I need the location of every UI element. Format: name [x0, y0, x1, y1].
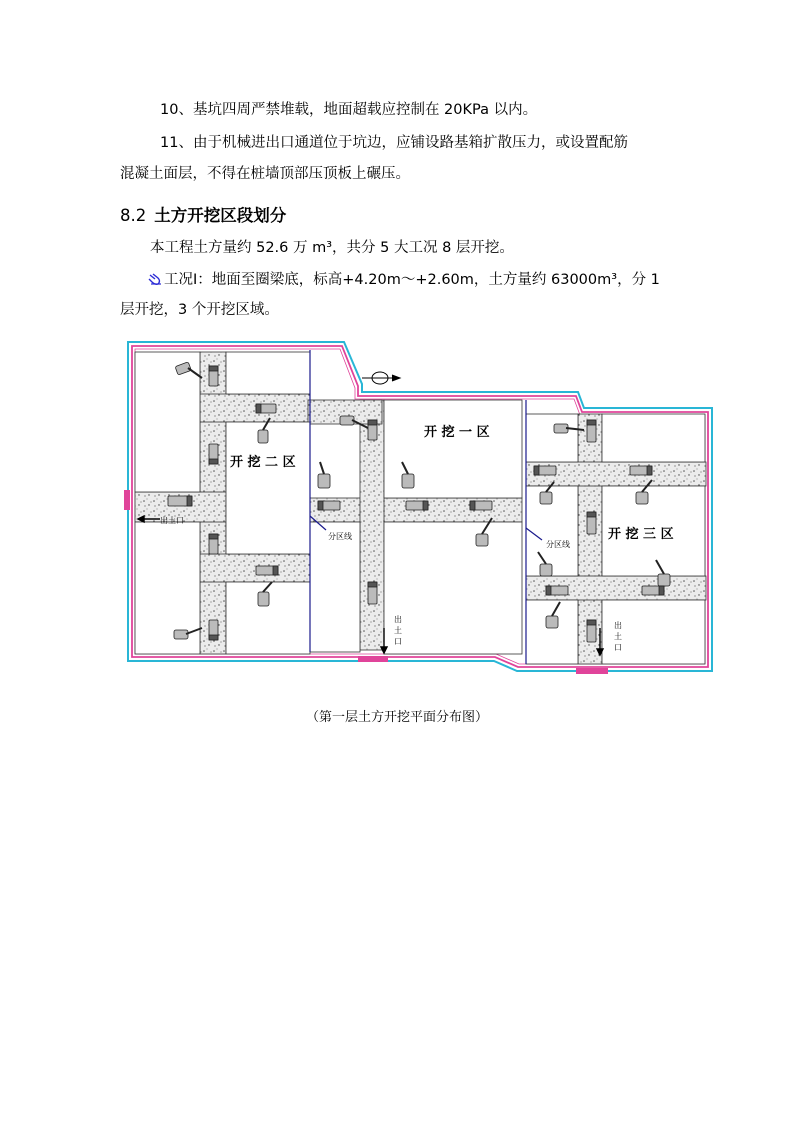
truck-icon — [209, 444, 218, 464]
divider-label-2: 分区线 — [546, 540, 570, 549]
truck-icon — [209, 620, 218, 640]
anchor-link-icon[interactable] — [148, 272, 164, 286]
condition-line2: 层开挖，3 个开挖区域。 — [120, 302, 279, 318]
paragraph-11-line2: 混凝土面层，不得在桩墙顶部压顶板上碾压。 — [120, 166, 410, 182]
exit-mid-2: 土 — [394, 626, 402, 635]
truck-icon — [168, 496, 192, 506]
paragraph-11-line1: 11、由于机械进出口通道位于坑边，应铺设路基箱扩散压力，或设置配筋 — [160, 135, 628, 151]
zone2-label: 开 挖 二 区 — [230, 455, 296, 470]
truck-icon — [587, 420, 596, 442]
truck-icon — [470, 501, 492, 510]
truck-icon — [406, 501, 428, 510]
paragraph-item-11-cont — [120, 164, 680, 184]
truck-icon — [368, 420, 377, 440]
figure-caption: （第一层土方开挖平面分布图） — [305, 710, 488, 725]
truck-icon — [587, 512, 596, 534]
condition-paragraph-cont — [120, 300, 680, 320]
exit-right-1: 出 — [614, 621, 622, 630]
condition-line1: 工况Ⅰ：地面至圈梁底，标高+4.20m～+2.60m，土方量约 63000m³，分 1 — [164, 272, 660, 288]
zone3-label: 开 挖 三 区 — [608, 527, 674, 542]
exit-right-2: 土 — [614, 632, 622, 641]
intro-paragraph — [120, 238, 680, 258]
truck-icon — [209, 366, 218, 386]
paragraph-item-10 — [120, 100, 680, 120]
section-title: 土方开挖区段划分 — [154, 206, 287, 225]
paragraph-item-11 — [120, 133, 680, 153]
truck-icon — [546, 586, 568, 595]
divider-label-1: 分区线 — [328, 532, 352, 541]
truck-icon — [642, 586, 664, 595]
zone1-label: 开 挖 一 区 — [424, 425, 490, 440]
exit-right-3: 口 — [614, 643, 622, 652]
truck-icon — [534, 466, 556, 475]
truck-icon — [209, 534, 218, 554]
truck-icon — [256, 404, 276, 413]
intro-text: 本工程土方量约 52.6 万 m³，共分 5 大工况 8 层开挖。 — [150, 240, 514, 256]
truck-icon — [368, 582, 377, 604]
exit-mid-1: 出 — [394, 615, 402, 624]
exit-left-label: 出土口 — [160, 516, 184, 525]
excavation-plan-figure — [122, 338, 718, 678]
condition-paragraph — [120, 270, 680, 290]
truck-icon — [587, 620, 596, 642]
truck-icon — [318, 501, 340, 510]
section-number: 8.2 — [120, 206, 147, 225]
truck-icon — [630, 466, 652, 475]
truck-icon — [256, 566, 278, 575]
exit-mid-3: 口 — [394, 637, 402, 646]
section-heading — [120, 202, 286, 226]
north-arrow-icon — [362, 372, 400, 384]
paragraph-10-text: 10、基坑四周严禁堆载，地面超载应控制在 20KPa 以内。 — [160, 102, 538, 118]
